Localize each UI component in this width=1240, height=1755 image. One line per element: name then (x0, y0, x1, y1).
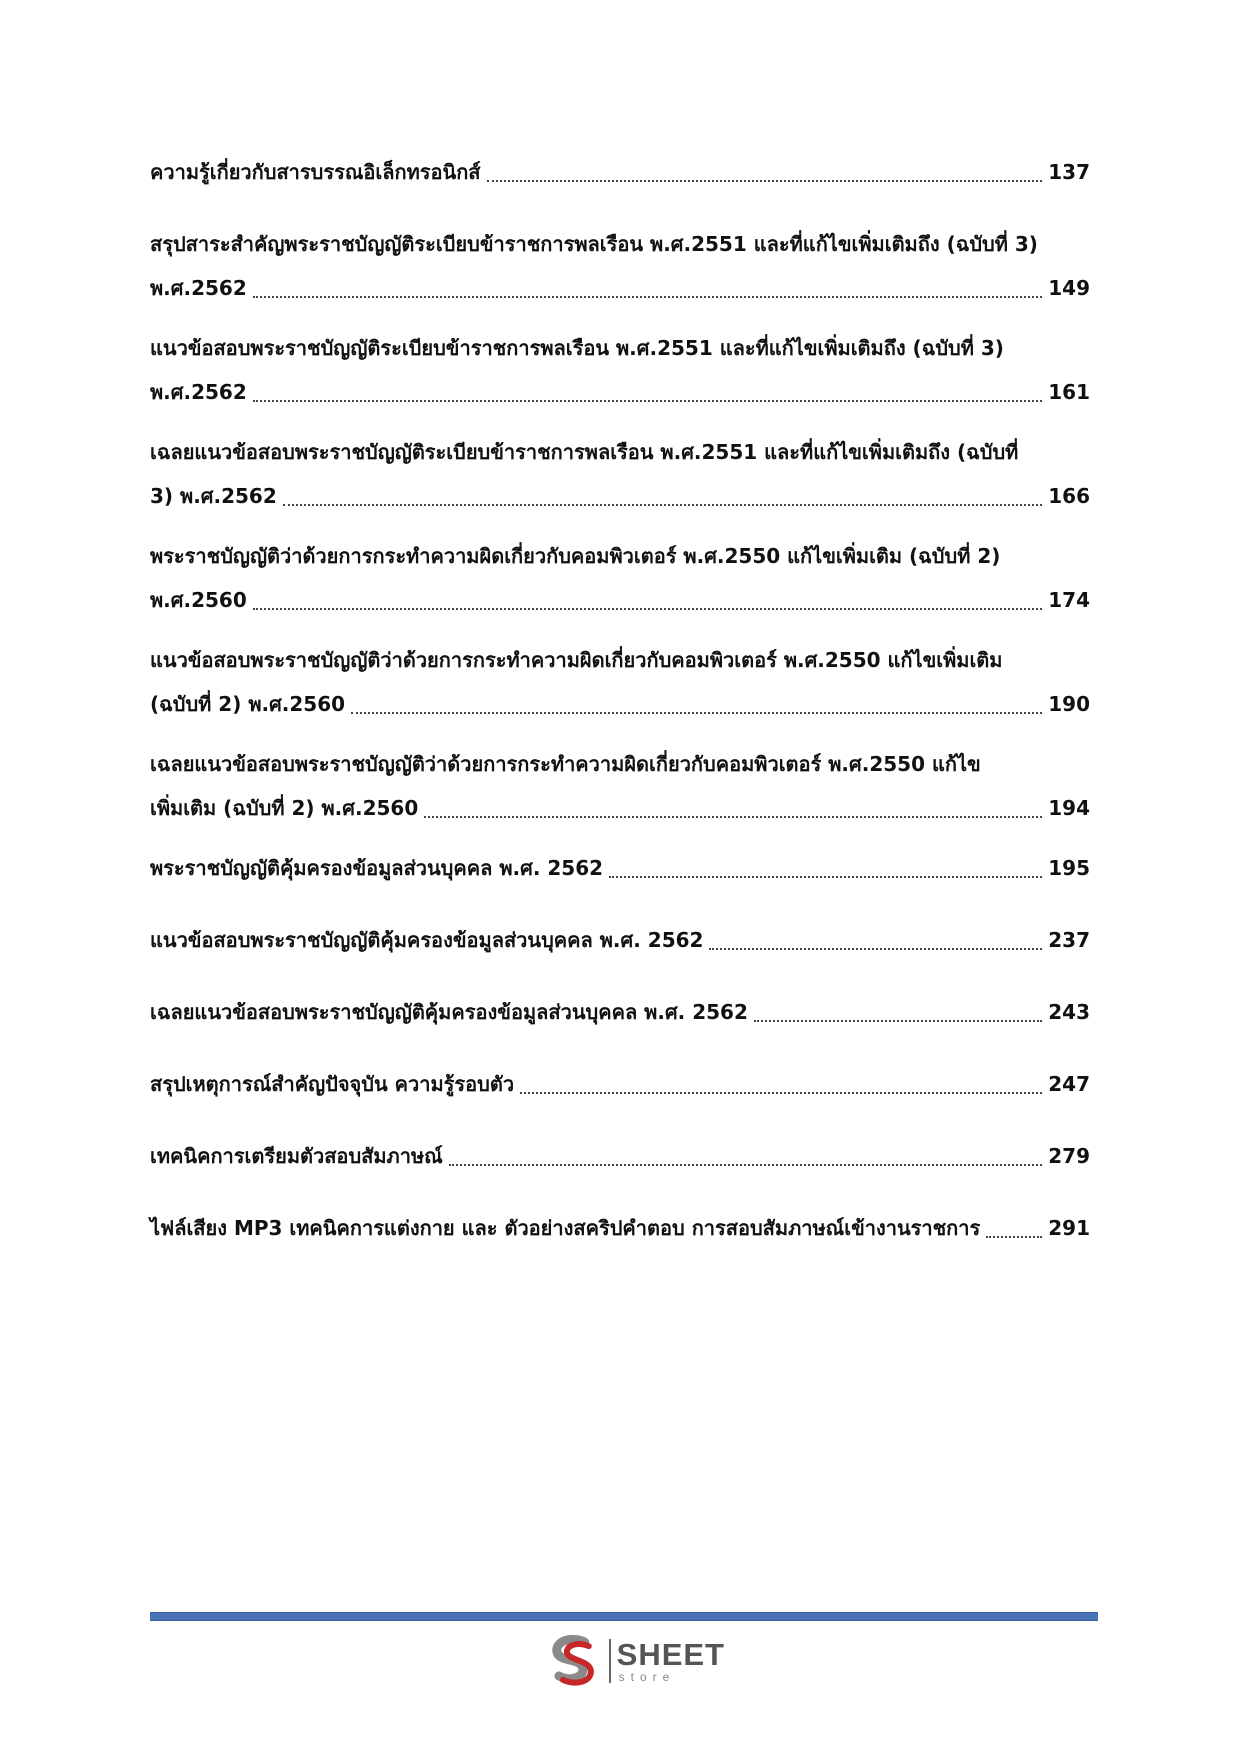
toc-entry-title: สรุปเหตุการณ์สำคัญปัจจุบัน ความรู้รอบตัว (150, 1072, 515, 1096)
toc-page-number: 190 (1048, 692, 1090, 716)
sheet-s-logo-icon (545, 1632, 603, 1690)
toc-entry-line (150, 430, 1090, 474)
toc-entry-line (150, 742, 1090, 786)
logo-wordmark (617, 1639, 725, 1683)
toc-entry-title: ไฟล์เสียง MP3 เทคนิคการแต่งกาย และ ตัวอย่างสคริปคำตอบ การสอบสัมภาษณ์เข้างานราชการ (150, 1216, 981, 1240)
toc-page-number: 174 (1048, 588, 1090, 612)
toc-entry-line (150, 578, 1090, 622)
toc-entry-line (150, 534, 1090, 578)
toc-dot-leader (986, 1236, 1042, 1238)
toc-entry-line (150, 370, 1090, 414)
toc-entry-title: เทคนิคการเตรียมตัวสอบสัมภาษณ์ (150, 1144, 443, 1168)
toc-page-number: 237 (1048, 928, 1090, 952)
toc-page-number: 166 (1048, 484, 1090, 508)
toc-dot-leader (487, 180, 1043, 182)
toc-entry-title: 3) พ.ศ.2562 (150, 484, 277, 508)
toc-page-number: 243 (1048, 1000, 1090, 1024)
toc-entry[interactable] (150, 638, 1090, 726)
toc-entry-title: พ.ศ.2562 (150, 276, 247, 300)
toc-dot-leader (253, 608, 1043, 610)
toc-entry-line (150, 1206, 1090, 1250)
toc-page-number: 291 (1048, 1216, 1090, 1240)
toc-entry-title: ความรู้เกี่ยวกับสารบรรณอิเล็กทรอนิกส์ (150, 160, 481, 184)
toc-page-number: 247 (1048, 1072, 1090, 1096)
toc-entry-line (150, 990, 1090, 1034)
toc-entry-title: แนวข้อสอบพระราชบัญญัติว่าด้วยการกระทำความผิดเกี่ยวกับคอมพิวเตอร์ พ.ศ.2550 แก้ไขเพิ่มเติม (150, 648, 1003, 672)
toc-entry-line (150, 786, 1090, 830)
toc-entry[interactable] (150, 918, 1090, 962)
toc-dot-leader (253, 400, 1043, 402)
toc-entry[interactable] (150, 326, 1090, 414)
toc-entry[interactable] (150, 430, 1090, 518)
toc-entry-title: แนวข้อสอบพระราชบัญญัติระเบียบข้าราชการพลเรือน พ.ศ.2551 และที่แก้ไขเพิ่มเติมถึง (ฉบับที่ 3) (150, 336, 1004, 360)
toc-entry-line (150, 682, 1090, 726)
toc-entry-line (150, 266, 1090, 310)
toc-page-number: 161 (1048, 380, 1090, 404)
toc-entry-title: พระราชบัญญัติคุ้มครองข้อมูลส่วนบุคคล พ.ศ. 2562 (150, 856, 604, 880)
sheet-store-logo (545, 1632, 725, 1690)
toc-entry-line (150, 638, 1090, 682)
toc-entry[interactable] (150, 742, 1090, 830)
toc-page-number: 194 (1048, 796, 1090, 820)
toc-entry-line (150, 222, 1090, 266)
toc-entry[interactable] (150, 1206, 1090, 1250)
toc-dot-leader (253, 296, 1043, 298)
toc-entry[interactable] (150, 150, 1090, 194)
toc-entry[interactable] (150, 1062, 1090, 1106)
footer-rule (150, 1612, 1098, 1621)
toc-entry-title: เพิ่มเติม (ฉบับที่ 2) พ.ศ.2560 (150, 796, 419, 820)
toc-dot-leader (424, 816, 1042, 818)
toc-entry-title: พ.ศ.2560 (150, 588, 247, 612)
toc-entry-line (150, 846, 1090, 890)
toc-entry-title: เฉลยแนวข้อสอบพระราชบัญญัติระเบียบข้าราชการพลเรือน พ.ศ.2551 และที่แก้ไขเพิ่มเติมถึง (ฉบับที่ (150, 440, 1019, 464)
toc-page-number: 195 (1048, 856, 1090, 880)
toc-entry[interactable] (150, 846, 1090, 890)
logo-divider (609, 1639, 611, 1683)
logo-main-text: SHEET (616, 1637, 725, 1672)
logo-sub-text: store (618, 1670, 676, 1684)
toc-entry-line (150, 918, 1090, 962)
toc-dot-leader (709, 948, 1042, 950)
toc-entry-title: แนวข้อสอบพระราชบัญญัติคุ้มครองข้อมูลส่วนบุคคล พ.ศ. 2562 (150, 928, 704, 952)
toc-entry[interactable] (150, 222, 1090, 310)
toc-entry-line (150, 1062, 1090, 1106)
toc-page-number: 149 (1048, 276, 1090, 300)
toc-dot-leader (609, 876, 1042, 878)
toc-entry[interactable] (150, 990, 1090, 1034)
toc-entry-title: สรุปสาระสำคัญพระราชบัญญัติระเบียบข้าราชการพลเรือน พ.ศ.2551 และที่แก้ไขเพิ่มเติมถึง (ฉบับที่ 3) (150, 232, 1038, 256)
toc-page-number: 137 (1048, 160, 1090, 184)
toc-entry[interactable] (150, 1134, 1090, 1178)
toc-page-number: 279 (1048, 1144, 1090, 1168)
toc-entry-line (150, 326, 1090, 370)
toc-entry-title: เฉลยแนวข้อสอบพระราชบัญญัติคุ้มครองข้อมูลส่วนบุคคล พ.ศ. 2562 (150, 1000, 748, 1024)
toc-entry[interactable] (150, 534, 1090, 622)
toc-entry-line (150, 150, 1090, 194)
toc-dot-leader (520, 1092, 1042, 1094)
toc-entry-line (150, 1134, 1090, 1178)
toc-dot-leader (449, 1164, 1043, 1166)
toc-entry-title: พ.ศ.2562 (150, 380, 247, 404)
toc-entry-title: (ฉบับที่ 2) พ.ศ.2560 (150, 692, 346, 716)
toc-dot-leader (283, 504, 1042, 506)
table-of-contents (150, 150, 1090, 1278)
toc-entry-title: พระราชบัญญัติว่าด้วยการกระทำความผิดเกี่ยวกับคอมพิวเตอร์ พ.ศ.2550 แก้ไขเพิ่มเติม (ฉบับที่ 2) (150, 544, 1001, 568)
toc-entry-line (150, 474, 1090, 518)
toc-dot-leader (351, 712, 1042, 714)
toc-dot-leader (754, 1020, 1042, 1022)
toc-entry-title: เฉลยแนวข้อสอบพระราชบัญญัติว่าด้วยการกระทำความผิดเกี่ยวกับคอมพิวเตอร์ พ.ศ.2550 แก้ไข (150, 752, 981, 776)
